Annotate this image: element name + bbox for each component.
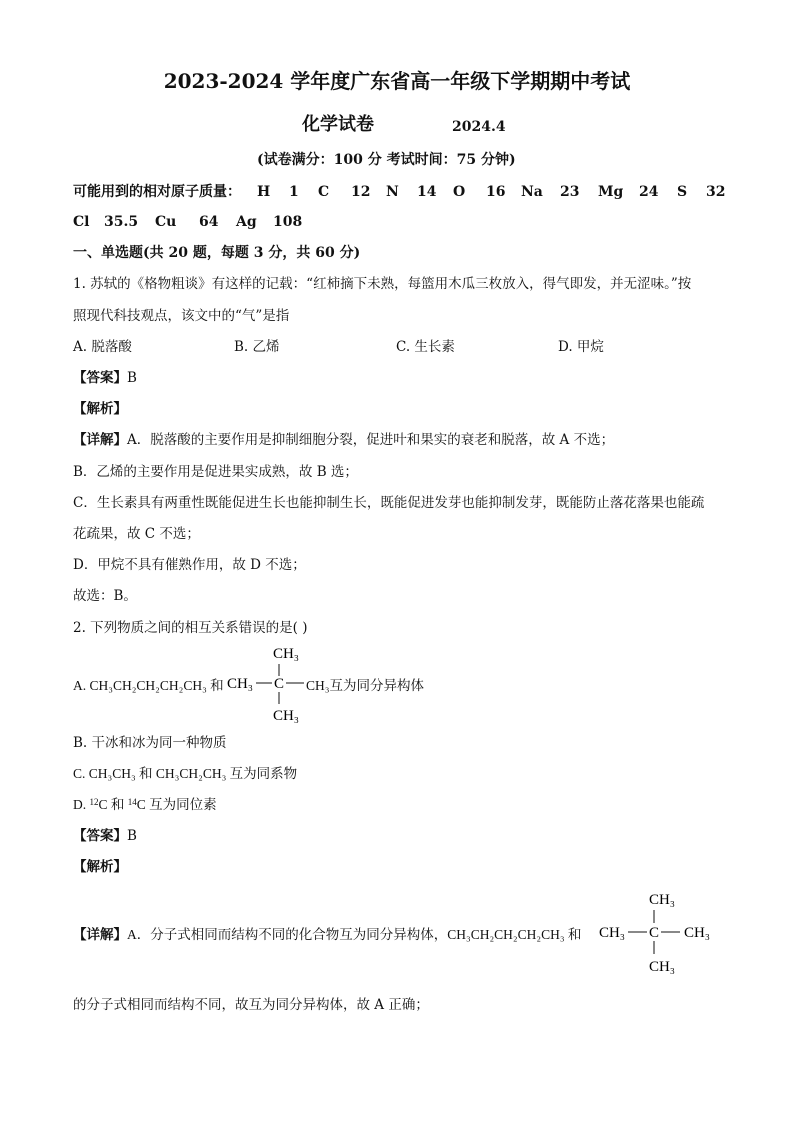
structure-left: CH₃ [226, 676, 254, 692]
element-mass: 1 [289, 184, 299, 200]
section-heading: 一、单选题(共 20 题，每题 3 分，共 60 分) [73, 245, 361, 261]
element-symbol: S [677, 184, 688, 200]
isotope-mass-14: 14 [127, 797, 137, 807]
q1-option-a: A. 脱落酸 [73, 339, 132, 355]
q1-detail-c-line-2: 花疏果，故 C 不选； [73, 526, 200, 542]
element-mass: 35.5 [104, 214, 139, 230]
option-a-suffix-text: 互为同分异构体 [329, 678, 424, 693]
q2-option-c: C. CH₃CH₃ 和 CH₃CH₂CH₃ 互为同系物 [73, 766, 298, 781]
element-symbol: Ag [236, 214, 257, 230]
element-symbol: Cu [155, 214, 177, 230]
q2-option-a-prefix: A. CH₃CH₂CH₂CH₂CH₃ 和 [73, 678, 224, 693]
q2-option-a-suffix [306, 677, 424, 695]
detail-a-prefix-text: A．分子式相同而结构不同的化合物互为同分异构体，CH₃CH₂CH₂CH₂CH₃ 和 [127, 927, 582, 942]
detail-tag: 【详解】 [73, 432, 127, 448]
neopentane-structure [224, 640, 308, 726]
element-symbol: Na [521, 184, 543, 200]
q2-answer [73, 827, 137, 845]
structure-left: CH₃ [598, 925, 626, 941]
q1-detail-b: B．乙烯的主要作用是促进果实成熟，故 B 选； [73, 464, 358, 480]
q1-options [0, 338, 794, 356]
structure-top: CH₃ [272, 646, 300, 662]
q1-option-c: C. 生长素 [396, 339, 455, 355]
subject-title: 化学试卷 [302, 114, 374, 135]
structure-bottom: CH₃ [648, 959, 676, 975]
masses-label: 可能用到的相对原子质量： [73, 184, 241, 200]
structure-center: C [648, 925, 660, 941]
q1-detail-d: D．甲烷不具有催熟作用，故 D 不选； [73, 557, 306, 573]
q1-detail-c-line-1: C．生长素具有两重性既能促进生长也能抑制生长，既能促进发芽也能抑制发芽，既能防止落花落果也能疏 [73, 495, 705, 511]
element-symbol: H [257, 184, 271, 200]
option-d-mid: C 和 [98, 797, 128, 812]
q2-detail-a-continued: 的分子式相同而结构不同，故互为同分异构体，故 A 正确； [73, 997, 429, 1013]
element-symbol: Cl [73, 214, 90, 230]
q1-stem-line-2: 照现代科技观点，该文中的“气”是指 [73, 308, 290, 324]
isotope-mass-12: 12 [89, 797, 99, 807]
answer-value: B [127, 828, 137, 844]
q1-analysis-tag: 【解析】 [73, 401, 127, 417]
option-d-pre: D. [73, 797, 90, 812]
q1-stem-line-1: 1. 苏轼的《格物粗谈》有这样的记载：“红柿摘下未熟，每篮用木瓜三枚放入，得气即发，并无涩味。”按 [73, 276, 692, 292]
detail-a-text: A．脱落酸的主要作用是抑制细胞分裂，促进叶和果实的衰老和脱落，故 A 不选； [127, 432, 615, 448]
element-mass: 12 [351, 184, 371, 200]
exam-title: 2023-2024 学年度广东省高一年级下学期期中考试 [163, 69, 631, 93]
q2-option-d [73, 796, 217, 814]
q1-answer [73, 369, 137, 387]
detail-tag: 【详解】 [73, 927, 127, 942]
exam-date: 2024.4 [452, 119, 506, 135]
element-symbol: N [386, 184, 399, 200]
element-symbol: O [453, 184, 466, 200]
q1-option-b: B. 乙烯 [234, 339, 280, 355]
option-d-post: C 互为同位素 [136, 797, 217, 812]
element-mass: 32 [706, 184, 726, 200]
exam-info: (试卷满分：100 分 考试时间：75 分钟) [257, 152, 516, 168]
structure-bottom: CH₃ [272, 708, 300, 724]
neopentane-structure-detail [596, 885, 720, 977]
answer-tag: 【答案】 [73, 828, 127, 844]
structure-right: CH₃ [683, 925, 711, 941]
q2-detail-a-prefix [73, 926, 581, 944]
structure-right-text: CH₃ [306, 678, 330, 693]
element-mass: 14 [417, 184, 437, 200]
q2-analysis-tag: 【解析】 [73, 859, 127, 875]
answer-value: B [127, 370, 137, 386]
element-mass: 24 [639, 184, 659, 200]
q2-stem: 2. 下列物质之间的相互关系错误的是( ) [73, 620, 308, 636]
structure-top: CH₃ [648, 892, 676, 908]
element-mass: 23 [560, 184, 580, 200]
element-mass: 16 [486, 184, 506, 200]
element-symbol: Mg [598, 184, 624, 200]
q2-option-b: B. 干冰和冰为同一种物质 [73, 735, 227, 751]
q1-option-d: D. 甲烷 [558, 339, 604, 355]
element-mass: 108 [273, 214, 303, 230]
q1-conclusion: 故选：B。 [73, 588, 137, 604]
element-mass: 64 [199, 214, 219, 230]
structure-center: C [273, 676, 285, 692]
element-symbol: C [318, 184, 330, 200]
q1-detail-a [73, 431, 614, 449]
answer-tag: 【答案】 [73, 370, 127, 386]
